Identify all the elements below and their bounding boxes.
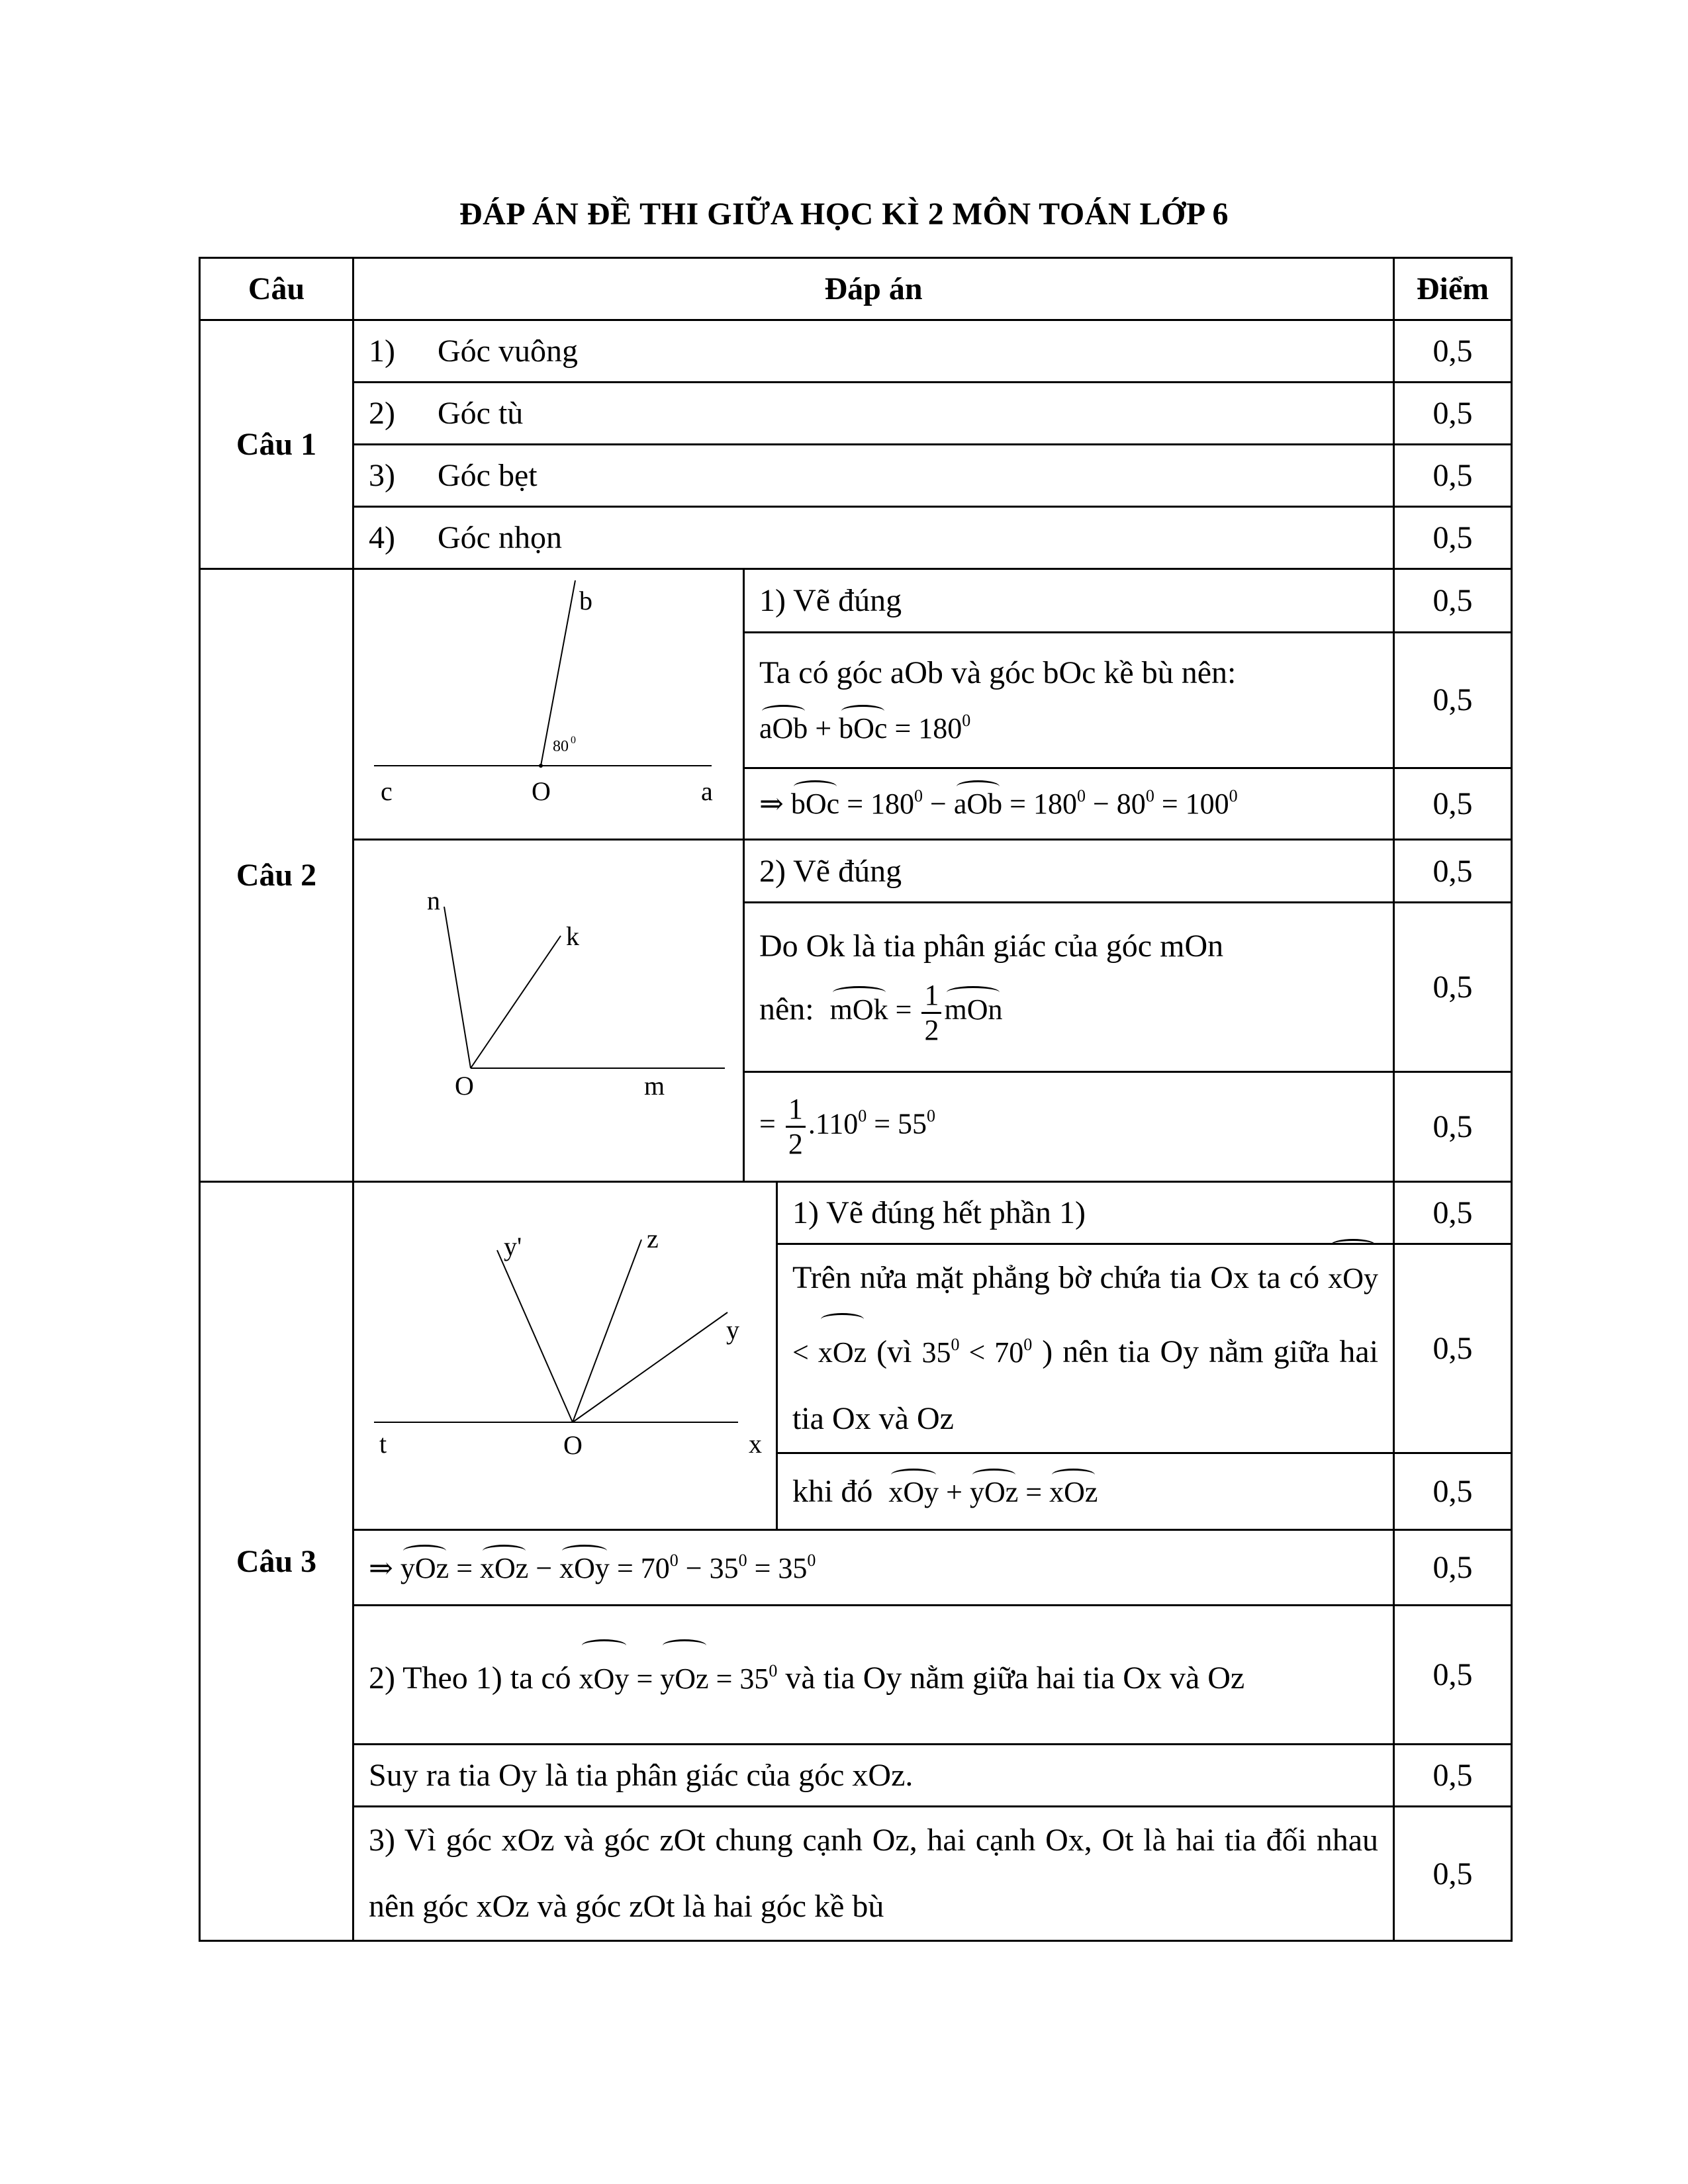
points: 0,5	[1394, 1606, 1512, 1745]
points: 0,5	[1394, 445, 1512, 507]
q2-reason-1-math: aOb + bOc = $180^0$	[759, 711, 971, 745]
label-t: t	[379, 1429, 387, 1459]
label-o: O	[455, 1071, 474, 1101]
ray-oy	[573, 1312, 727, 1422]
page-title: ĐÁP ÁN ĐỀ THI GIỮA HỌC KÌ 2 MÔN TOÁN LỚP 6	[459, 197, 1229, 232]
header-answer: Đáp án	[353, 258, 1394, 320]
points: 0,5	[1394, 1807, 1512, 1941]
q3-label: Câu 3	[200, 1182, 353, 1941]
q3-draw-1: 1) Vẽ đúng hết phần 1)	[777, 1182, 1394, 1244]
points: 0,5	[1394, 903, 1512, 1071]
point-o	[539, 764, 543, 768]
ray-ok	[471, 936, 561, 1068]
q2-reason-2	[744, 903, 1394, 1071]
q3-row-7	[200, 1807, 1512, 1941]
points: 0,5	[1394, 320, 1512, 383]
q1-item-4: 4) Góc nhọn	[353, 507, 1394, 569]
q1-item-3: 3) Góc bẹt	[353, 445, 1394, 507]
q3-row-5	[200, 1606, 1512, 1745]
q3-figure-cell	[353, 1182, 777, 1530]
points: 0,5	[1394, 840, 1512, 903]
q2-draw-1: 1) Vẽ đúng	[744, 569, 1394, 633]
label-a: a	[701, 776, 713, 806]
points: 0,5	[1394, 383, 1512, 445]
q1-row-3	[200, 445, 1512, 507]
q2-row-1	[200, 569, 1512, 633]
label-n: n	[427, 886, 440, 915]
label-m: m	[644, 1071, 665, 1101]
label-y-prime: y'	[504, 1232, 522, 1261]
q3-row-4	[200, 1530, 1512, 1606]
q1-row-1	[200, 320, 1512, 383]
q2-reason-1-text: Ta có góc aOb và góc bOc kề bù nên:	[759, 655, 1237, 691]
q1-row-2	[200, 383, 1512, 445]
points: 0,5	[1394, 569, 1512, 633]
q3-reason-1: Trên nửa mặt phẳng bờ chứa tia Ox ta có xOy < xOz (vì $35^0 < 70^0$ ) nên tia Oy nằm giữa hai tia Ox và Oz	[777, 1244, 1394, 1453]
q3-reason-3: 2) Theo 1) ta có xOy = yOz = $35^0$ và tia Oy nằm giữa hai tia Ox và Oz	[353, 1606, 1394, 1745]
header-question: Câu	[200, 258, 353, 320]
q1-item-1: 1) Góc vuông	[353, 320, 1394, 383]
ray-oyp	[497, 1250, 573, 1422]
points: 0,5	[1394, 1244, 1512, 1453]
label-x: x	[749, 1429, 762, 1459]
label-angle-deg: 0	[571, 735, 576, 746]
q3-reason-4: 3) Vì góc xOz và góc zOt chung cạnh Oz, hai cạnh Ox, Ot là hai tia đối nhau nên góc xOz và góc zOt là hai góc kề bù	[353, 1807, 1394, 1941]
q3-row-1	[200, 1182, 1512, 1244]
points: 0,5	[1394, 1071, 1512, 1181]
q2-row-4	[200, 840, 1512, 903]
q2-figure-2-cell	[353, 840, 744, 1182]
points: 0,5	[1394, 1745, 1512, 1807]
q2-reason-2-math: nên: mOk = $\frac{1}{2}$ mOn	[759, 978, 1003, 1046]
ray-on	[444, 907, 471, 1068]
q3-conclusion: Suy ra tia Oy là tia phân giác của góc xOz.	[353, 1745, 1394, 1807]
label-b: b	[579, 586, 592, 615]
q3-figure	[354, 1183, 778, 1523]
points: 0,5	[1394, 1530, 1512, 1606]
header-points: Điểm	[1394, 258, 1512, 320]
q1-item-2: 2) Góc tù	[353, 383, 1394, 445]
q3-calc-1: ⇒ yOz = xOz − xOy = $70^0 - 35^0 = 35^0$	[353, 1530, 1394, 1606]
q3-row-6	[200, 1745, 1512, 1807]
label-c: c	[381, 776, 393, 806]
q1-label: Câu 1	[200, 320, 353, 569]
q2-figure-2	[354, 841, 745, 1181]
q2-calc-1: ⇒ bOc = $180^0$ − aOb = $180^0 - 80^0 = 100^0$	[744, 768, 1394, 839]
label-y: y	[726, 1315, 739, 1345]
points: 0,5	[1394, 1182, 1512, 1244]
table-header-row	[200, 258, 1512, 320]
ray-oz	[573, 1240, 641, 1422]
points: 0,5	[1394, 768, 1512, 839]
q2-reason-2-text: Do Ok là tia phân giác của góc mOn	[759, 928, 1224, 964]
label-k: k	[566, 921, 579, 951]
points: 0,5	[1394, 1453, 1512, 1530]
answer-table	[199, 257, 1513, 1942]
q2-draw-2: 2) Vẽ đúng	[744, 840, 1394, 903]
points: 0,5	[1394, 633, 1512, 768]
q2-figure-1-cell	[353, 569, 744, 840]
q2-figure-1	[354, 570, 745, 839]
q1-row-4	[200, 507, 1512, 569]
label-z: z	[647, 1224, 659, 1253]
q3-reason-2: khi đó xOy + yOz = xOz	[777, 1453, 1394, 1530]
label-angle: 80	[553, 738, 569, 755]
q2-calc-2: = $\frac{1}{2}$ $.110^0 = 55^0$	[744, 1071, 1394, 1181]
label-o: O	[563, 1430, 583, 1460]
q2-label: Câu 2	[200, 569, 353, 1182]
points: 0,5	[1394, 507, 1512, 569]
q2-reason-1	[744, 633, 1394, 768]
label-o: O	[532, 776, 551, 806]
